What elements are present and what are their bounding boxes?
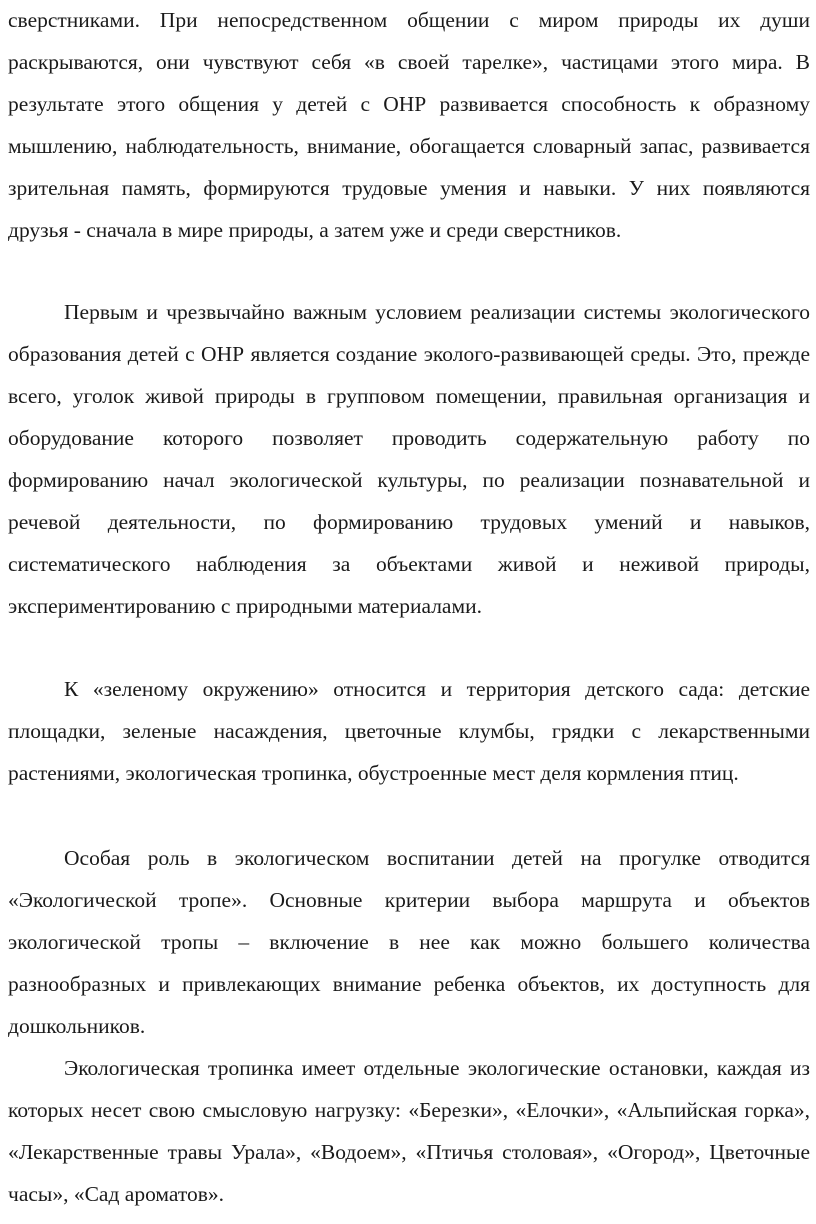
paragraph-3: К «зеленому окружению» относится и территория детского сада: детские площадки, зеленые насаждения, цветочные клумбы, грядки с лекарственными растениями, экологическая тропинка, обустроенные мест деля кормления птиц. <box>8 677 810 785</box>
paragraph-5: Экологическая тропинка имеет отдельные экологические остановки, каждая из которых несет свою смысловую нагрузку: «Березки», «Елочки», «Альпийская горка», «Лекарственные травы Урала», «Водоем», «Птичья столовая», «Огород», Цветочные часы», «Сад ароматов». <box>8 1056 810 1206</box>
paragraph-4: Особая роль в экологическом воспитании детей на прогулке отводится «Экологической тропе». Основные критерии выбора маршрута и объектов экологической тропы – включение в нее как можно большего количества разнообразных и привлекающих внимание ребенка объектов, их доступность для дошкольников. <box>8 846 810 1038</box>
paragraph-2: Первым и чрезвычайно важным условием реализации системы экологического образования детей с ОНР является создание эколого-развивающей среды. Это, прежде всего, уголок живой природы в групповом помещении, правильная организация и оборудование которого позволяет проводить содержательную работу по формированию начал экологической культуры, по реализации познавательной и речевой деятельности, по формированию трудовых умений и навыков, систематического наблюдения за объектами живой и неживой природы, экспериментированию с природными материалами. <box>8 300 810 618</box>
paragraph-1: сверстниками. При непосредственном общении с миром природы их души раскрываются, они чувствуют себя «в своей тарелке», частицами этого мира. В результате этого общения у детей с ОНР развивается способность к образному мышлению, наблюдательность, внимание, обогащается словарный запас, развивается зрительная память, формируются трудовые умения и навыки. У них появляются друзья - сначала в мире природы, а затем уже и среди сверстников. <box>8 8 810 242</box>
